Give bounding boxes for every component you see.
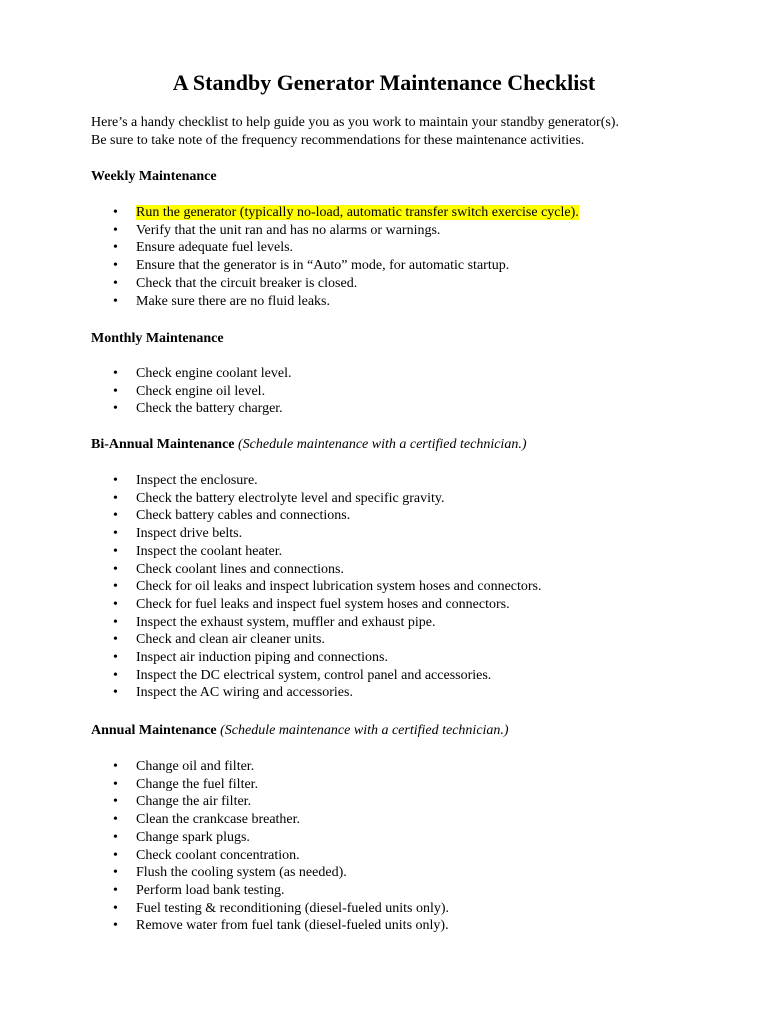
bullet-icon: •: [113, 614, 118, 630]
bullet-icon: •: [113, 473, 118, 488]
bullet-icon: •: [113, 543, 118, 559]
item-text: Verify that the unit ran and has no alarms or warnings.: [136, 222, 441, 238]
bullet-icon: •: [113, 829, 118, 845]
item-text: Fuel testing & reconditioning (diesel-fueled units only).: [136, 900, 449, 916]
item-text: Inspect the exhaust system, muffler and exhaust pipe.: [136, 614, 436, 630]
bullet-icon: •: [113, 240, 118, 256]
list-item: [91, 472, 542, 490]
bullet-icon: •: [113, 882, 118, 898]
list-item: [91, 684, 542, 702]
list-item: [91, 829, 449, 847]
item-text: Check for fuel leaks and inspect fuel system hoses and connectors.: [136, 596, 510, 612]
item-text: Inspect air induction piping and connections.: [136, 650, 388, 666]
monthly-list: [91, 365, 292, 418]
bullet-icon: •: [113, 812, 118, 828]
intro-line-1: Here’s a handy checklist to help guide you as you work to maintain your standby generator(s).: [91, 115, 619, 130]
item-text: Check coolant concentration.: [136, 847, 300, 863]
weekly-heading-text: Weekly Maintenance: [91, 169, 217, 184]
item-text: Clean the crankcase breather.: [136, 812, 301, 828]
list-item: [91, 864, 449, 882]
bullet-icon: •: [113, 776, 118, 792]
bullet-icon: •: [113, 632, 118, 648]
list-item: [91, 507, 542, 525]
item-text: Inspect the coolant heater.: [136, 543, 283, 559]
monthly-heading-text: Monthly Maintenance: [91, 331, 224, 346]
bullet-icon: •: [113, 900, 118, 916]
item-text: Check that the circuit breaker is closed.: [136, 275, 358, 291]
monthly-heading: [91, 330, 224, 348]
item-text: Change oil and filter.: [136, 759, 255, 774]
bullet-icon: •: [113, 579, 118, 595]
list-item: [91, 776, 449, 794]
list-item: [91, 490, 542, 508]
list-item: [91, 649, 542, 667]
bullet-icon: •: [113, 650, 118, 666]
item-text: Check engine oil level.: [136, 383, 266, 399]
list-item: [91, 365, 292, 383]
list-item: [91, 293, 579, 311]
list-item: [91, 882, 449, 900]
list-item: [91, 525, 542, 543]
bullet-icon: •: [113, 383, 118, 399]
list-item: [91, 543, 542, 561]
highlighted-item-text: Run the generator (typically no-load, automatic transfer switch exercise cycle).: [136, 205, 579, 220]
item-text: Change spark plugs.: [136, 829, 250, 845]
weekly-list: [91, 204, 579, 310]
list-item: [91, 758, 449, 776]
bullet-icon: •: [113, 596, 118, 612]
bullet-icon: •: [113, 490, 118, 506]
list-item: [91, 614, 542, 632]
bullet-icon: •: [113, 918, 118, 934]
list-item: [91, 257, 579, 275]
item-text: Inspect the AC wiring and accessories.: [136, 685, 353, 701]
annual-heading-note: (Schedule maintenance with a certified technician.): [220, 723, 509, 738]
bullet-icon: •: [113, 401, 118, 417]
list-item: [91, 204, 579, 222]
bullet-icon: •: [113, 847, 118, 863]
bullet-icon: •: [113, 508, 118, 524]
list-item: [91, 400, 292, 418]
item-text: Ensure adequate fuel levels.: [136, 240, 294, 256]
item-text: Check engine coolant level.: [136, 366, 292, 381]
bullet-icon: •: [113, 561, 118, 577]
list-item: [91, 917, 449, 935]
list-item: [91, 275, 579, 293]
bullet-icon: •: [113, 205, 118, 220]
page-title: A Standby Generator Maintenance Checklist: [172, 70, 596, 95]
annual-list: [91, 758, 449, 935]
intro-paragraph: [91, 114, 691, 149]
item-text: Check battery cables and connections.: [136, 508, 351, 524]
biannual-heading-text: Bi-Annual Maintenance: [91, 437, 235, 452]
bullet-icon: •: [113, 275, 118, 291]
item-text: Perform load bank testing.: [136, 882, 285, 898]
list-item: [91, 811, 449, 829]
item-text: Inspect drive belts.: [136, 526, 243, 542]
item-text: Remove water from fuel tank (diesel-fueled units only).: [136, 918, 449, 934]
list-item: [91, 631, 542, 649]
item-text: Check and clean air cleaner units.: [136, 632, 325, 648]
weekly-heading: [91, 168, 217, 186]
intro-line-2: Be sure to take note of the frequency recommendations for these maintenance activities.: [91, 132, 585, 148]
list-item: [91, 596, 542, 614]
item-text: Make sure there are no fluid leaks.: [136, 293, 330, 309]
item-text: Inspect the DC electrical system, control panel and accessories.: [136, 667, 492, 683]
bullet-icon: •: [113, 685, 118, 701]
list-item: [91, 383, 292, 401]
list-item: [91, 793, 449, 811]
list-item: [91, 561, 542, 579]
biannual-list: [91, 472, 542, 702]
bullet-icon: •: [113, 794, 118, 810]
bullet-icon: •: [113, 258, 118, 274]
bullet-icon: •: [113, 759, 118, 774]
bullet-icon: •: [113, 366, 118, 381]
item-text: Check the battery electrolyte level and specific gravity.: [136, 490, 445, 506]
bullet-icon: •: [113, 526, 118, 542]
annual-heading-text: Annual Maintenance: [91, 723, 217, 738]
bullet-icon: •: [113, 293, 118, 309]
item-text: Change the air filter.: [136, 794, 252, 810]
list-item: [91, 222, 579, 240]
bullet-icon: •: [113, 865, 118, 881]
item-text: Flush the cooling system (as needed).: [136, 865, 347, 881]
annual-heading: [91, 722, 509, 740]
item-text: Check for oil leaks and inspect lubrication system hoses and connectors.: [136, 579, 542, 595]
list-item: [91, 239, 579, 257]
item-text: Ensure that the generator is in “Auto” mode, for automatic startup.: [136, 258, 510, 274]
item-text: Check the battery charger.: [136, 401, 283, 417]
bullet-icon: •: [113, 667, 118, 683]
bullet-icon: •: [113, 222, 118, 238]
biannual-heading: [91, 436, 526, 454]
list-item: [91, 900, 449, 918]
item-text: Check coolant lines and connections.: [136, 561, 344, 577]
item-text: Inspect the enclosure.: [136, 473, 258, 488]
item-text: Change the fuel filter.: [136, 776, 259, 792]
biannual-heading-note: (Schedule maintenance with a certified technician.): [238, 437, 527, 452]
list-item: [91, 847, 449, 865]
list-item: [91, 667, 542, 685]
list-item: [91, 578, 542, 596]
